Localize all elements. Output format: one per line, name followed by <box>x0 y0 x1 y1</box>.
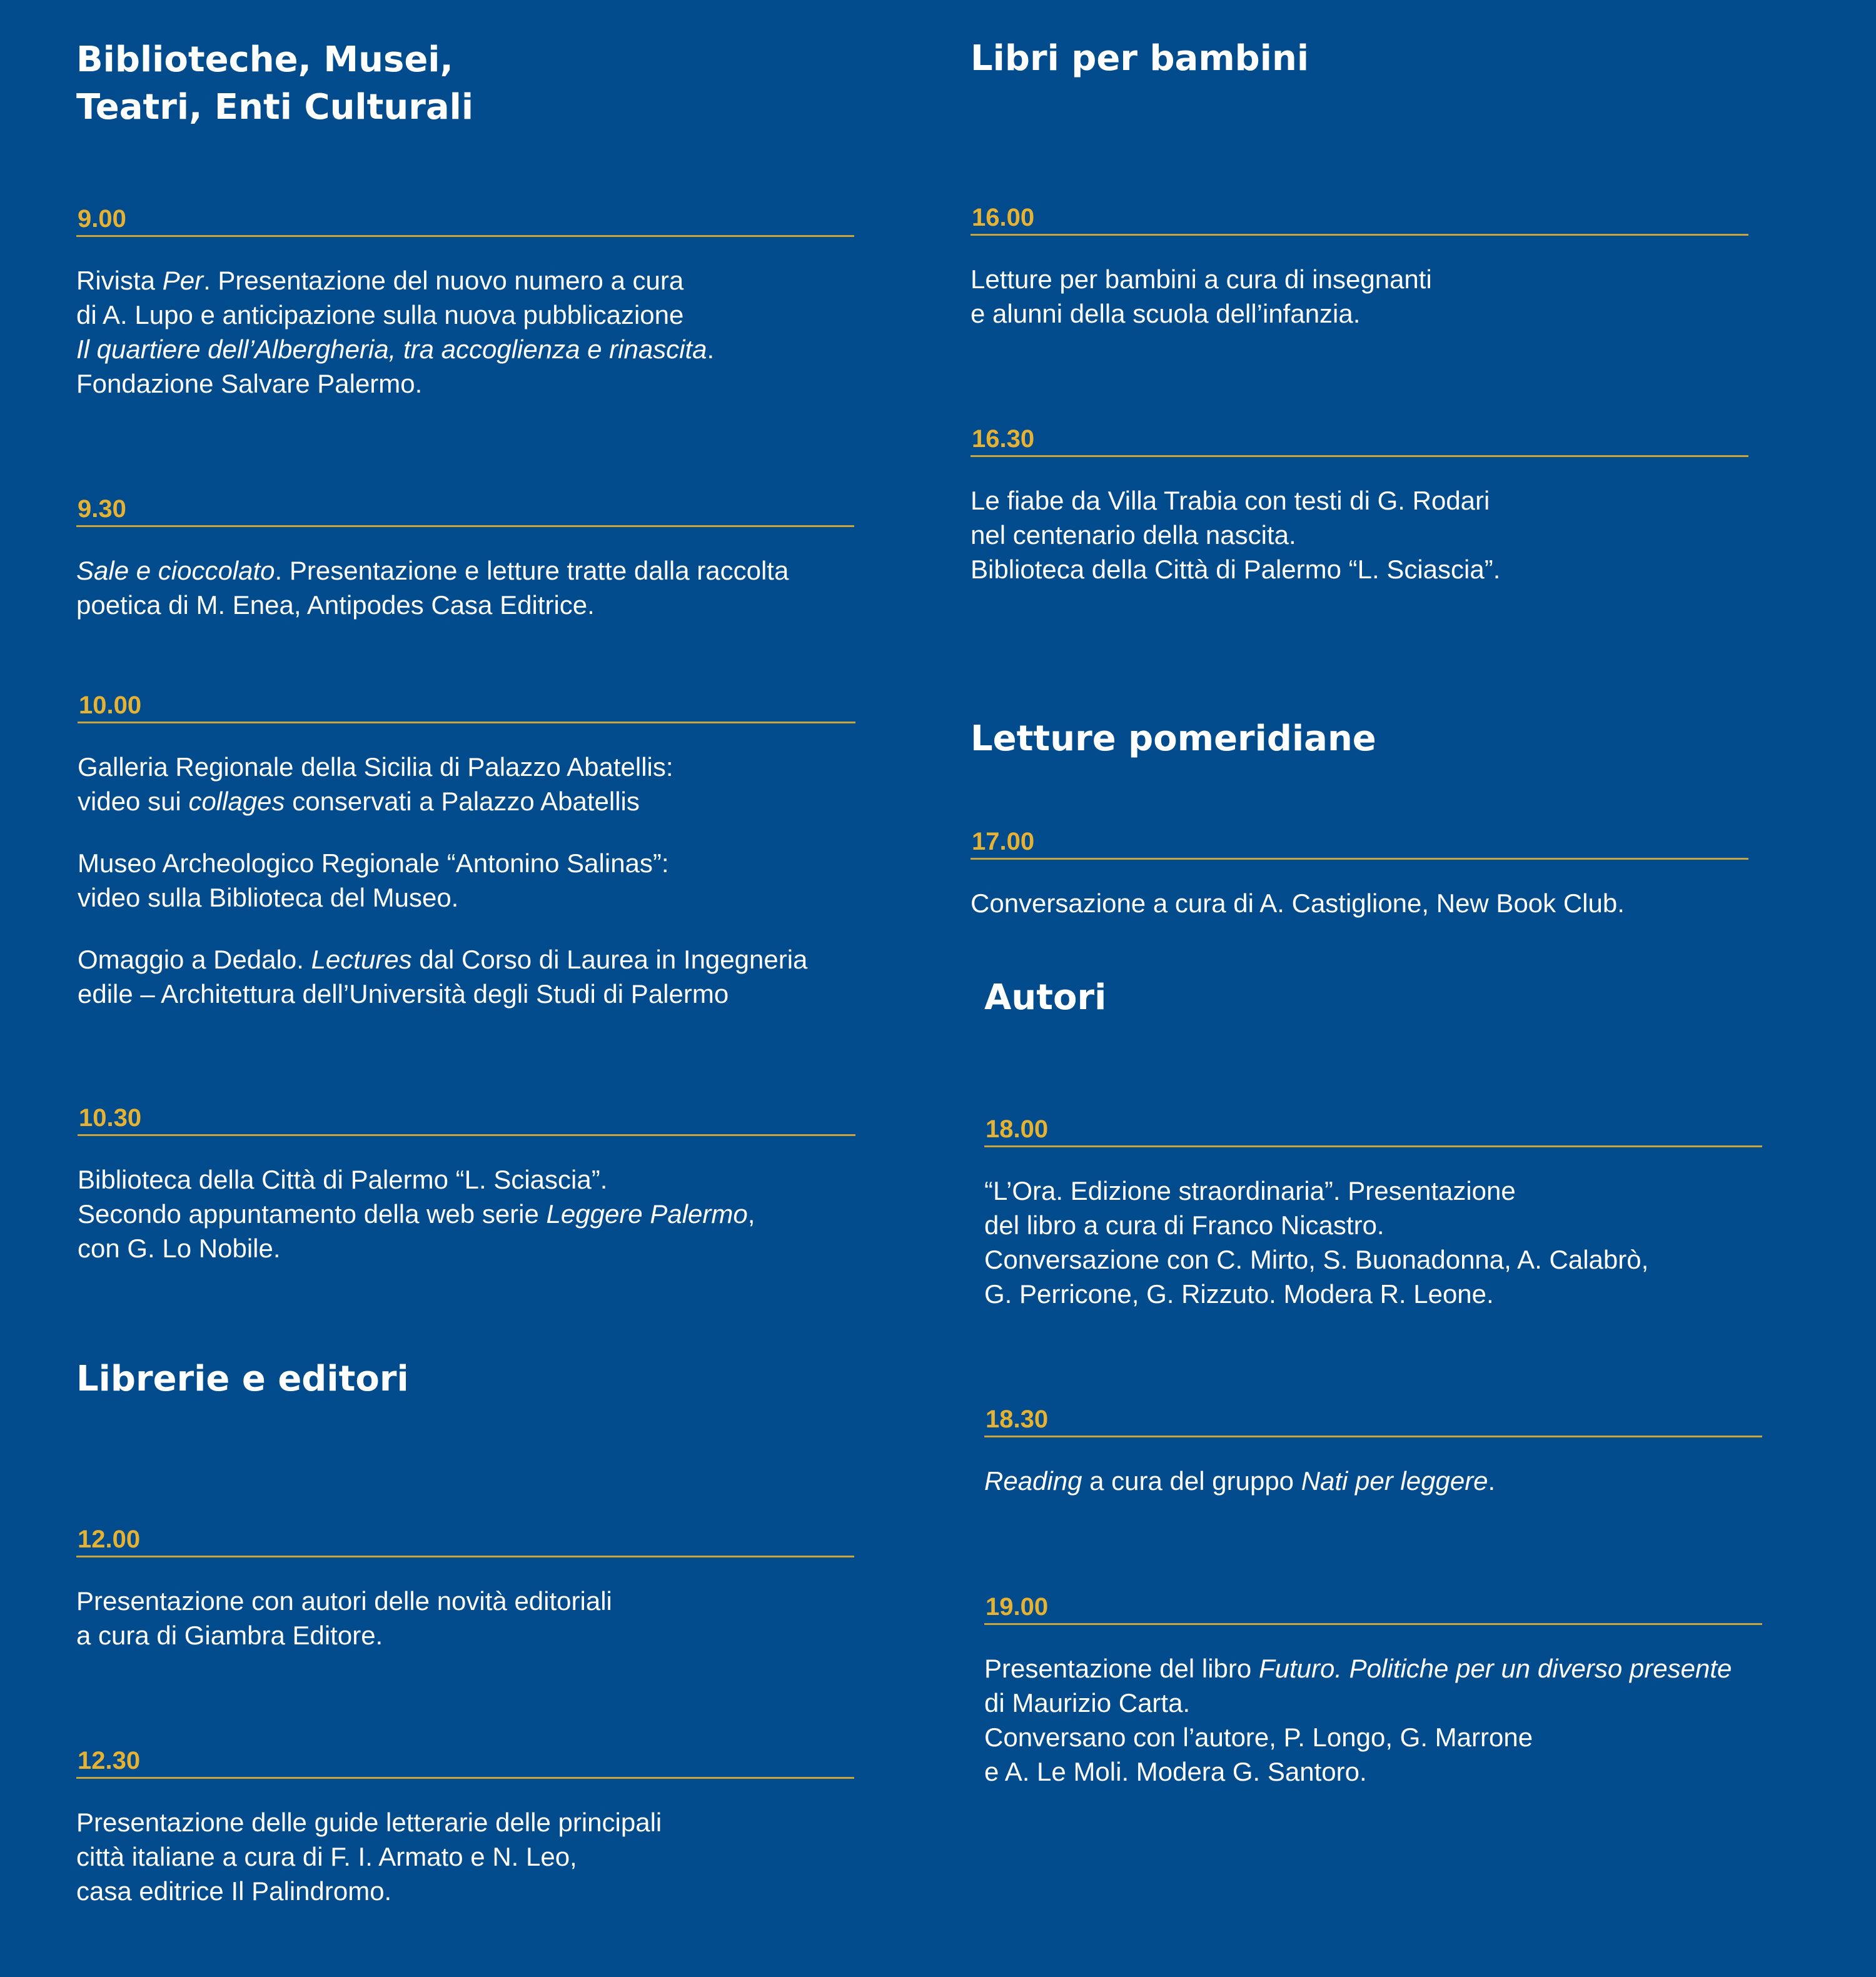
event-18-00 <box>984 1114 1762 1311</box>
event-time: 17.00 <box>972 828 1035 855</box>
event-19-00 <box>984 1592 1762 1789</box>
divider <box>76 235 854 237</box>
divider <box>984 1145 1762 1147</box>
event-description: Galleria Regionale della Sicilia di Palazzo Abatellis: video sui collages conservati a Palazzo Abatellis Museo Archeologico Regionale “Antonino Salinas”: video sulla Biblioteca del Museo. Omaggio a Dedalo. Lectures dal Corso di Laurea in Ingegneria edile – Architettura dell’Università degli Studi di Palermo <box>78 752 808 1009</box>
event-description: Reading a cura del gruppo Nati per leggere. <box>984 1466 1496 1496</box>
event-16-00 <box>971 203 1748 331</box>
event-time: 18.30 <box>986 1406 1049 1433</box>
event-17-00 <box>971 827 1748 920</box>
event-9-00 <box>76 204 854 401</box>
section-title-autori: Autori <box>984 977 1107 1018</box>
section-title-letture-pomeridiane: Letture pomeridiane <box>971 718 1376 759</box>
event-description: Presentazione con autori delle novità editoriali a cura di Giambra Editore. <box>76 1586 612 1650</box>
event-12-30 <box>76 1746 854 1908</box>
divider <box>78 722 855 723</box>
event-time: 16.00 <box>972 204 1035 231</box>
section-title-biblioteche: Biblioteche, Musei, Teatri, Enti Culturali <box>76 39 474 128</box>
event-12-00 <box>76 1524 854 1653</box>
event-description: Rivista Per. Presentazione del nuovo numero a cura di A. Lupo e anticipazione sulla nuova pubblicazione Il quartiere dell’Albergheria, tra accoglienza e rinascita. Fondazione Salvare Palermo. <box>76 266 715 398</box>
event-time: 16.30 <box>972 425 1035 453</box>
section-title-librerie: Librerie e editori <box>76 1359 409 1399</box>
event-time: 10.00 <box>79 692 142 719</box>
divider <box>984 1436 1762 1437</box>
divider <box>76 525 854 527</box>
event-description: Conversazione a cura di A. Castiglione, New Book Club. <box>971 888 1625 918</box>
event-9-30 <box>76 494 854 622</box>
event-description: Presentazione delle guide letterarie delle principali città italiane a cura di F. I. Armato e N. Leo, casa editrice Il Palindromo. <box>76 1808 662 1906</box>
event-time: 9.30 <box>78 495 126 523</box>
divider <box>971 234 1748 236</box>
divider <box>76 1777 854 1779</box>
event-description: Letture per bambini a cura di insegnanti e alunni della scuola dell’infanzia. <box>971 264 1432 328</box>
event-time: 10.30 <box>79 1104 142 1132</box>
event-time: 12.30 <box>78 1747 141 1774</box>
event-description: Sale e cioccolato. Presentazione e letture tratte dalla raccolta poetica di M. Enea, Antipodes Casa Editrice. <box>76 556 789 620</box>
event-16-30 <box>971 424 1748 586</box>
event-description: Biblioteca della Città di Palermo “L. Sciascia”. Secondo appuntamento della web serie Leggere Palermo, con G. Lo Nobile. <box>78 1165 755 1263</box>
event-10-30 <box>78 1103 855 1265</box>
section-title-libri-bambini: Libri per bambini <box>971 38 1309 79</box>
event-10-00 <box>78 690 855 1011</box>
divider <box>78 1134 855 1136</box>
event-time: 9.00 <box>78 205 126 233</box>
divider <box>971 858 1748 860</box>
event-description: Presentazione del libro Futuro. Politiche per un diverso presente di Maurizio Carta. Conversano con l’autore, P. Longo, G. Marrone e A. Le Moli. Modera G. Santoro. <box>984 1654 1732 1786</box>
event-time: 12.00 <box>78 1526 141 1553</box>
event-description: “L’Ora. Edizione straordinaria”. Presentazione del libro a cura di Franco Nicastro. Conversazione con C. Mirto, S. Buonadonna, A. Calabrò, G. Perricone, G. Rizzuto. Modera R. Leone. <box>984 1176 1649 1309</box>
event-description: Le fiabe da Villa Trabia con testi di G. Rodari nel centenario della nascita. Biblioteca della Città di Palermo “L. Sciascia”. <box>971 486 1501 584</box>
divider <box>971 455 1748 457</box>
event-time: 19.00 <box>986 1593 1049 1621</box>
event-18-30 <box>984 1404 1762 1498</box>
event-time: 18.00 <box>986 1115 1049 1143</box>
divider <box>76 1556 854 1557</box>
divider <box>984 1623 1762 1625</box>
